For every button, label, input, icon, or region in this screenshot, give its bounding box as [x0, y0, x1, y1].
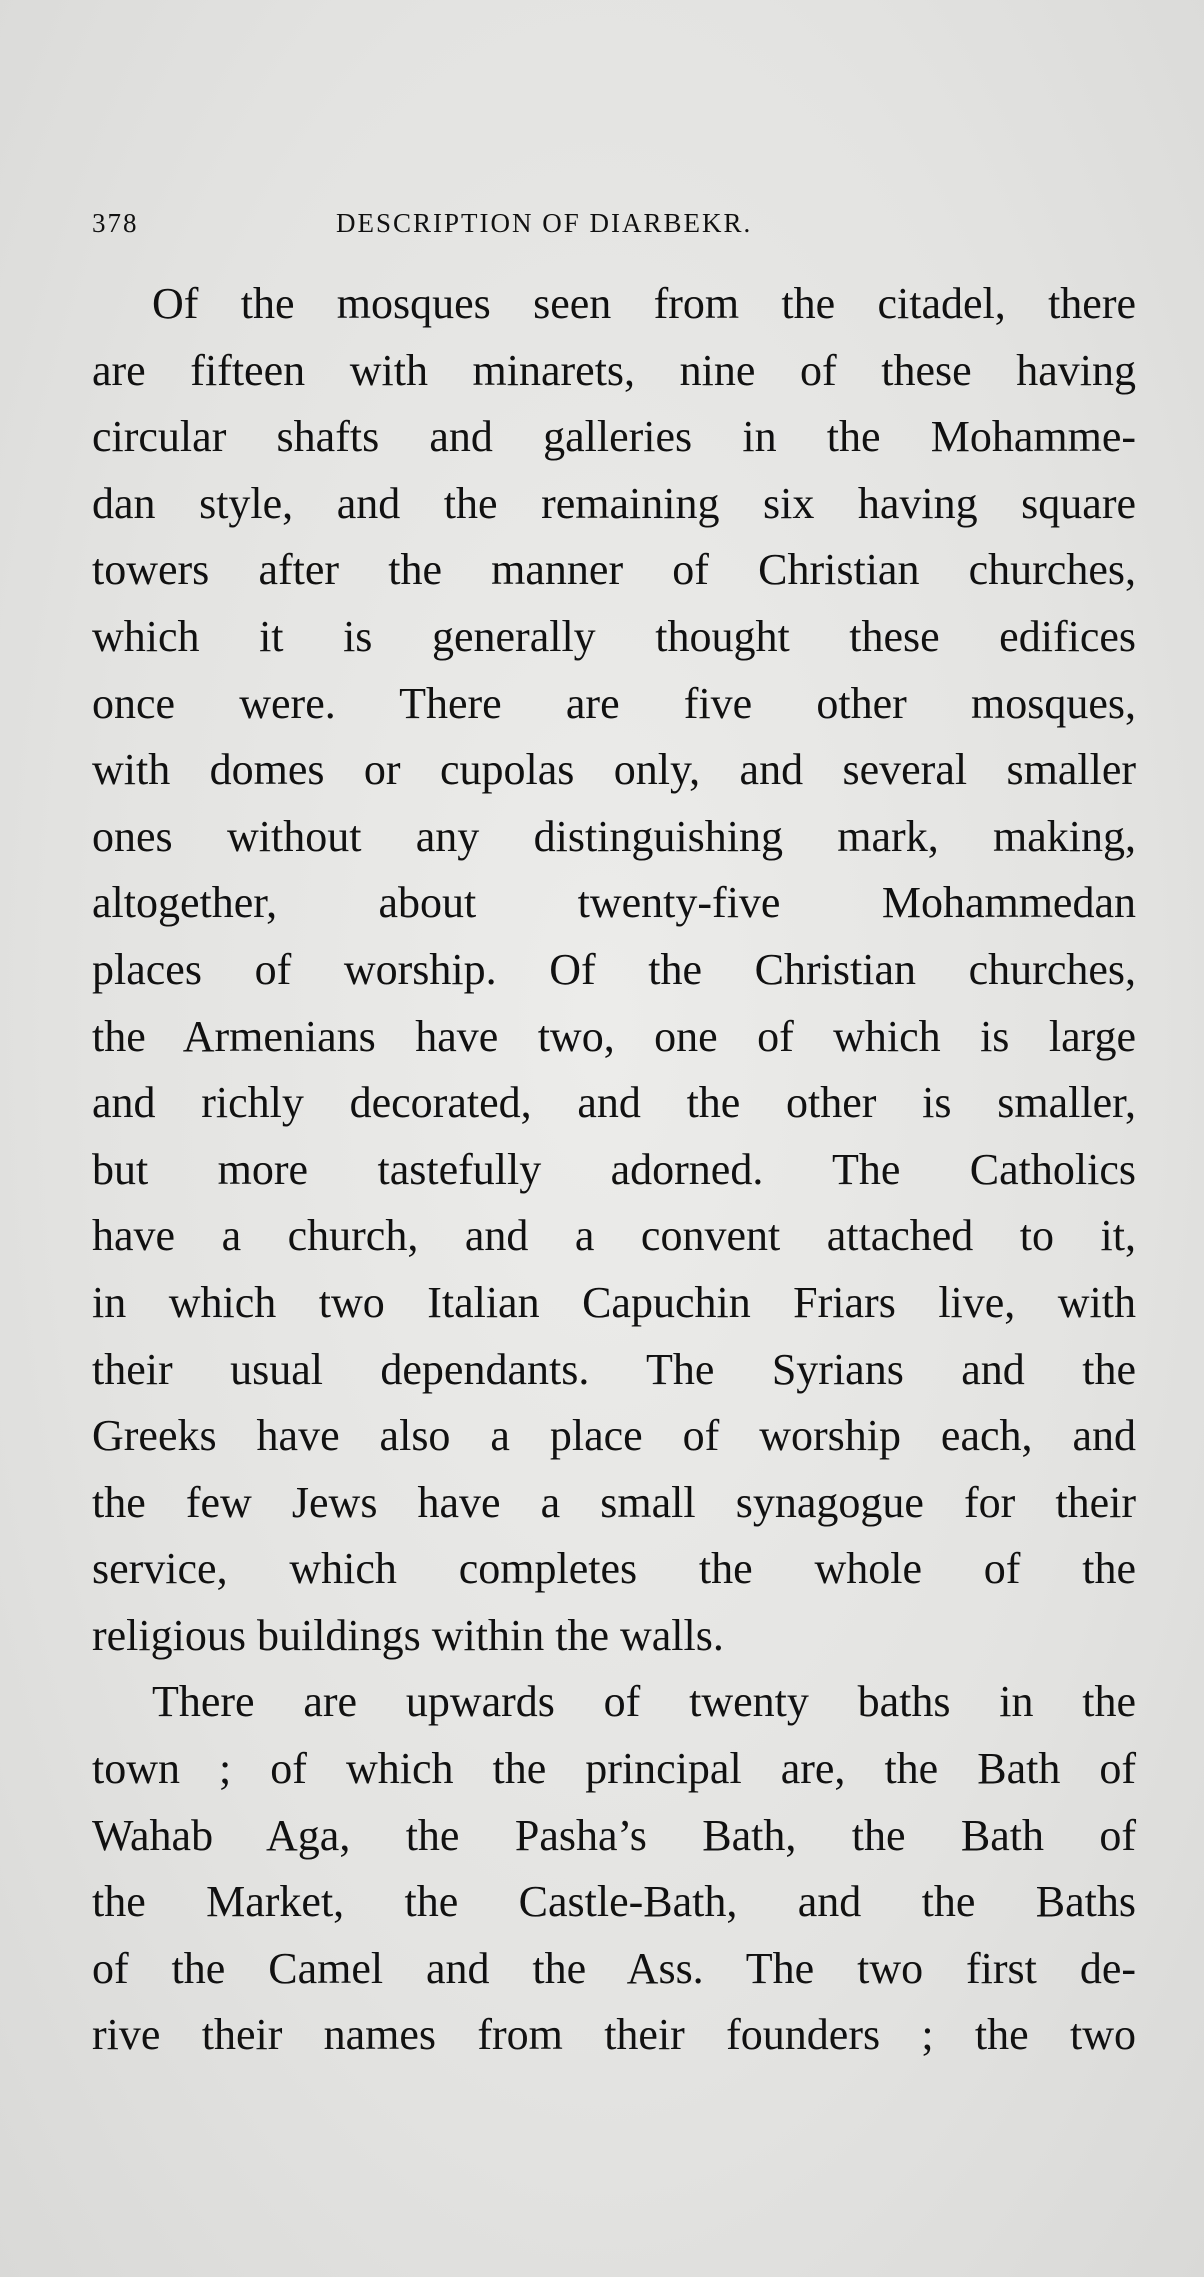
text-line: religious buildings within the walls. [92, 1610, 724, 1660]
text-line: dan style, and the remaining six having square [92, 478, 1136, 528]
text-line: Wahab Aga, the Pasha’s Bath, the Bath of [92, 1810, 1136, 1860]
text-line: their usual dependants. The Syrians and the [92, 1344, 1136, 1394]
running-head: DESCRIPTION OF DIARBEKR. [336, 208, 753, 238]
text-line: rive their names from their founders ; the two [92, 2010, 1136, 2060]
text-line: Of the mosques seen from the citadel, there [152, 279, 1136, 328]
text-line: the few Jews have a small synagogue for their [92, 1477, 1136, 1527]
text-line: service, which completes the whole of the [92, 1544, 1136, 1594]
text-line: which it is generally thought these edifices [92, 611, 1136, 661]
text-line: places of worship. Of the Christian churches, [92, 944, 1136, 994]
text-line: with domes or cupolas only, and several smaller [92, 745, 1136, 795]
text-line: once were. There are five other mosques, [92, 678, 1136, 728]
text-line: altogether, about twenty-five Mohammedan [92, 878, 1136, 928]
text-line: in which two Italian Capuchin Friars live, with [92, 1277, 1136, 1327]
text-line: but more tastefully adorned. The Catholics [92, 1144, 1136, 1194]
text-line: are fifteen with minarets, nine of these having [92, 345, 1136, 395]
text-line: the Armenians have two, one of which is large [92, 1011, 1136, 1061]
text-line: have a church, and a convent attached to it, [92, 1211, 1136, 1261]
page-header [92, 208, 1132, 248]
text-line: of the Camel and the Ass. The two first de- [92, 1943, 1136, 1993]
text-line: There are upwards of twenty baths in the [152, 1677, 1136, 1727]
text-line: the Market, the Castle-Bath, and the Baths [92, 1877, 1136, 1927]
text-line: towers after the manner of Christian churches, [92, 545, 1136, 595]
text-line: circular shafts and galleries in the Mohamme- [92, 412, 1136, 462]
text-line: town ; of which the principal are, the Bath of [92, 1744, 1136, 1794]
text-line: ones without any distinguishing mark, making, [92, 811, 1136, 861]
body-text [92, 271, 1136, 2069]
text-line: and richly decorated, and the other is smaller, [92, 1078, 1136, 1128]
page-number: 378 [92, 208, 139, 238]
text-line: Greeks have also a place of worship each, and [92, 1411, 1136, 1461]
